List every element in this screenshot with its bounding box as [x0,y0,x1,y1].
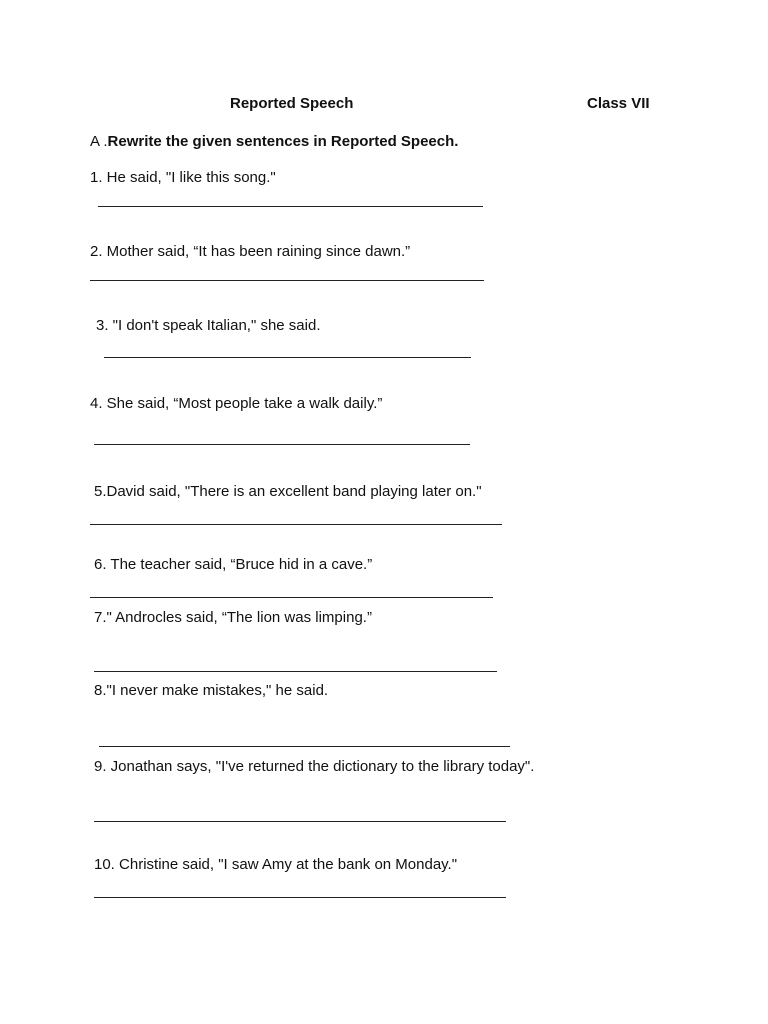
question-3: 3. "I don't speak Italian," she said. [96,317,321,334]
answer-line-3[interactable] [104,357,471,358]
question-1: 1. He said, "I like this song." [90,169,276,186]
answer-line-10[interactable] [94,897,506,898]
answer-line-5[interactable] [90,524,502,525]
answer-line-1[interactable] [98,206,483,207]
instruction-prefix: A . [90,133,108,150]
question-5: 5.David said, "There is an excellent band playing later on." [94,483,482,500]
instruction [90,133,458,151]
instruction-text: Rewrite the given sentences in Reported Speech. [107,133,459,150]
answer-line-4[interactable] [94,444,470,445]
question-8: 8."I never make mistakes," he said. [94,682,329,699]
answer-line-2[interactable] [90,280,484,281]
question-4: 4. She said, “Most people take a walk daily.” [90,395,383,412]
answer-line-6[interactable] [90,597,493,598]
question-6: 6. The teacher said, “Bruce hid in a cave.” [94,556,373,573]
question-9: 9. Jonathan says, "I've returned the dictionary to the library today". [94,758,535,775]
page-title: Reported Speech [230,95,354,112]
question-2: 2. Mother said, “It has been raining since dawn.” [90,243,411,260]
class-label: Class VII [587,95,650,112]
answer-line-7[interactable] [94,671,497,672]
answer-line-8[interactable] [99,746,510,747]
question-10: 10. Christine said, "I saw Amy at the bank on Monday." [94,856,458,873]
answer-line-9[interactable] [94,821,506,822]
question-7: 7." Androcles said, “The lion was limping.” [94,609,372,626]
